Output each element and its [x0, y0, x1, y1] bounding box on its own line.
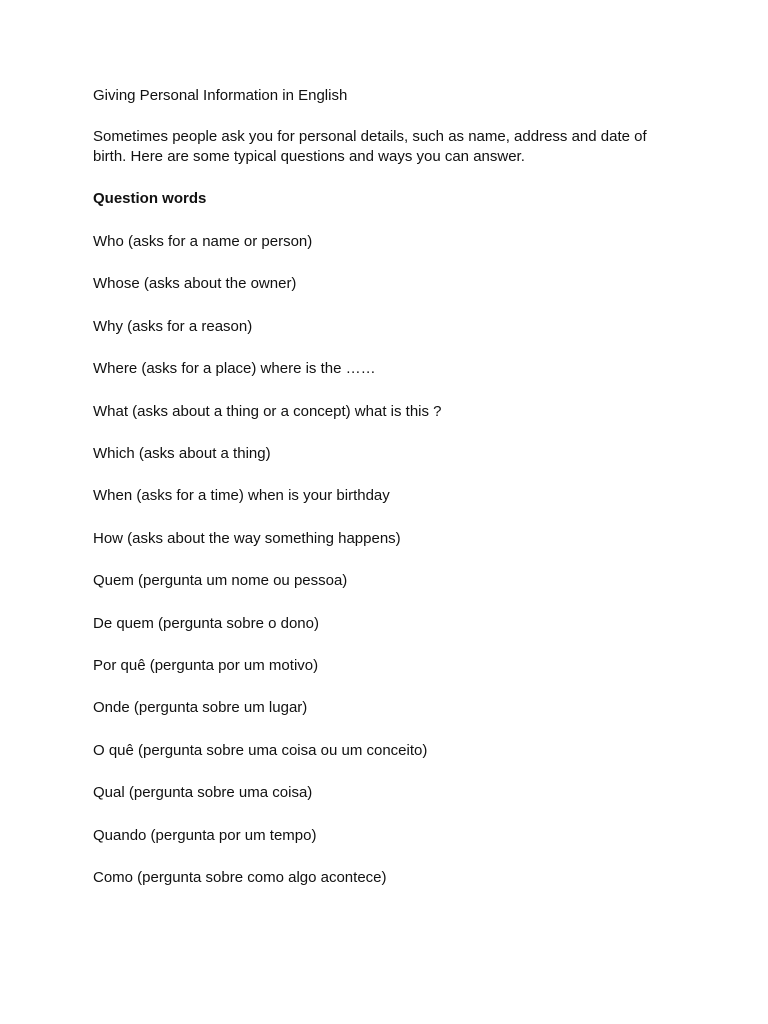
list-item: Whose (asks about the owner): [93, 275, 297, 292]
intro-paragraph: Sometimes people ask you for personal details, such as name, address and date of birth. Here are some typical questions and ways you can answer.: [93, 128, 647, 165]
list-item: When (asks for a time) when is your birthday: [93, 487, 390, 504]
list-item: Quem (pergunta um nome ou pessoa): [93, 572, 348, 589]
list-item: Who (asks for a name or person): [93, 233, 313, 250]
list-item: Where (asks for a place) where is the ……: [93, 360, 376, 377]
list-item: Como (pergunta sobre como algo acontece): [93, 869, 387, 886]
list-item: De quem (pergunta sobre o dono): [93, 615, 319, 632]
list-item: Onde (pergunta sobre um lugar): [93, 699, 308, 716]
list-item: How (asks about the way something happens): [93, 530, 401, 547]
list-item: Quando (pergunta por um tempo): [93, 827, 317, 844]
section-heading: Question words: [93, 190, 207, 207]
list-item: What (asks about a thing or a concept) what is this ?: [93, 403, 442, 420]
list-item: Por quê (pergunta por um motivo): [93, 657, 319, 674]
list-item: Why (asks for a reason): [93, 318, 253, 335]
list-item: Which (asks about a thing): [93, 445, 271, 462]
list-item: O quê (pergunta sobre uma coisa ou um conceito): [93, 742, 428, 759]
list-item: Qual (pergunta sobre uma coisa): [93, 784, 313, 801]
document-title: Giving Personal Information in English: [93, 87, 348, 104]
